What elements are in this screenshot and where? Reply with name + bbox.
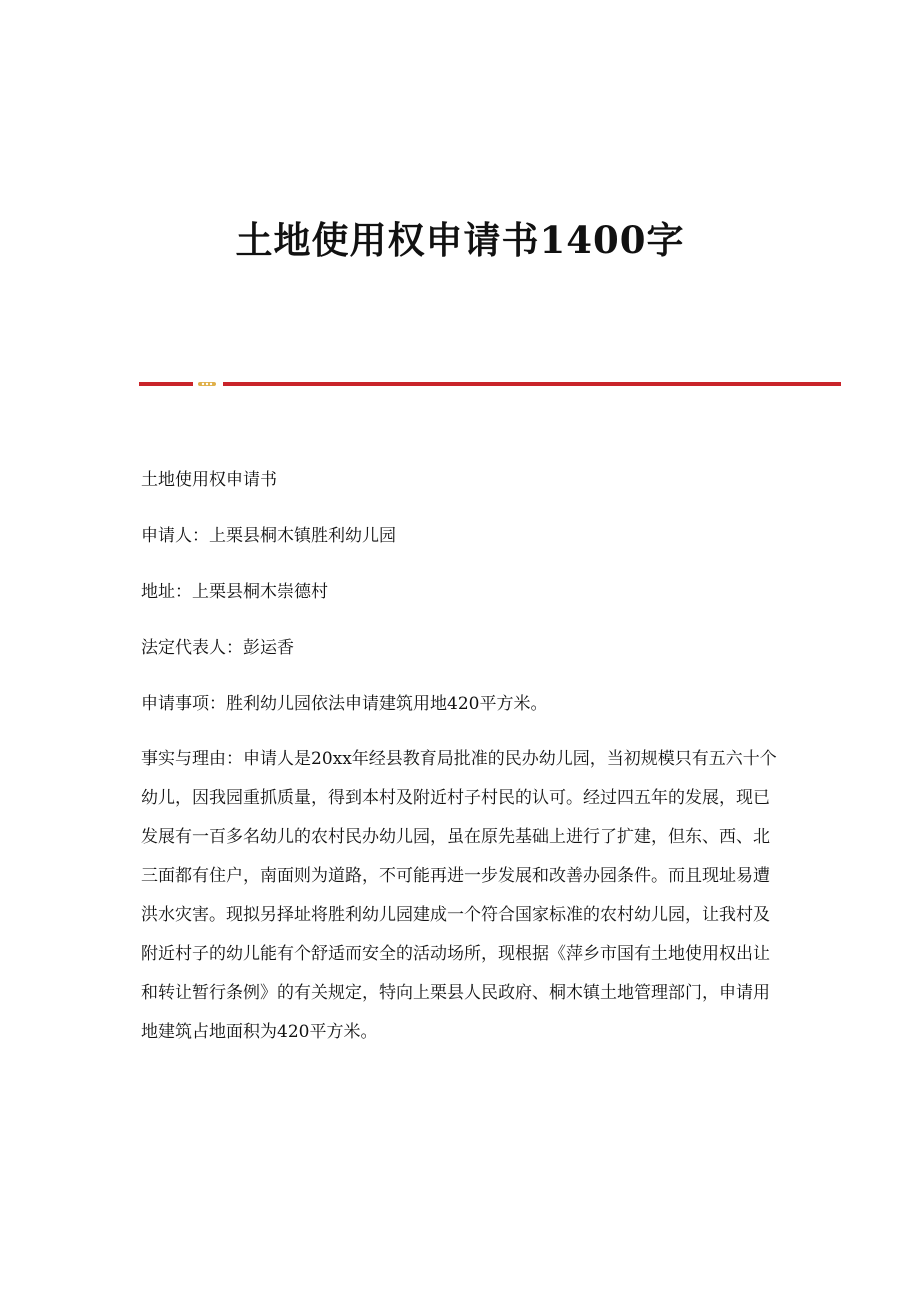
section-heading: 土地使用权申请书 xyxy=(141,470,277,490)
divider-bar-right xyxy=(223,382,841,386)
title-divider xyxy=(139,380,841,388)
applicant-line: 申请人：上栗县桐木镇胜利幼儿园 xyxy=(141,526,396,546)
address-line: 地址：上栗县桐木崇德村 xyxy=(141,582,328,602)
ornament-icon xyxy=(197,380,217,388)
document-body xyxy=(141,466,781,1080)
reasons-paragraph: 事实与理由：申请人是20xx年经县教育局批准的民办幼儿园，当初规模只有五六十个幼儿，因我园重抓质量，得到本村及附近村子村民的认可。经过四五年的发展，现已发展有一百多名幼儿的农村民办幼儿园，虽在原先基础上进行了扩建，但东、西、北三面都有住户，南面则为道路，不可能再进一步发展和改善办园条件。而且现址易遭洪水灾害。现拟另择址将胜利幼儿园建成一个符合国家标准的农村幼儿园，让我村及附近村子的幼儿能有个舒适而安全的活动场所，现根据《萍乡市国有土地使用权出让和转让暂行条例》的有关规定，特向上栗县人民政府、桐木镇土地管理部门，申请用地建筑占地面积为420平方米。 xyxy=(141,749,777,1042)
page-title: 土地使用权申请书1400字 xyxy=(235,218,685,262)
representative-line: 法定代表人：彭运香 xyxy=(141,638,294,658)
divider-bar-left xyxy=(139,382,193,386)
matter-line: 申请事项：胜利幼儿园依法申请建筑用地420平方米。 xyxy=(141,694,548,714)
